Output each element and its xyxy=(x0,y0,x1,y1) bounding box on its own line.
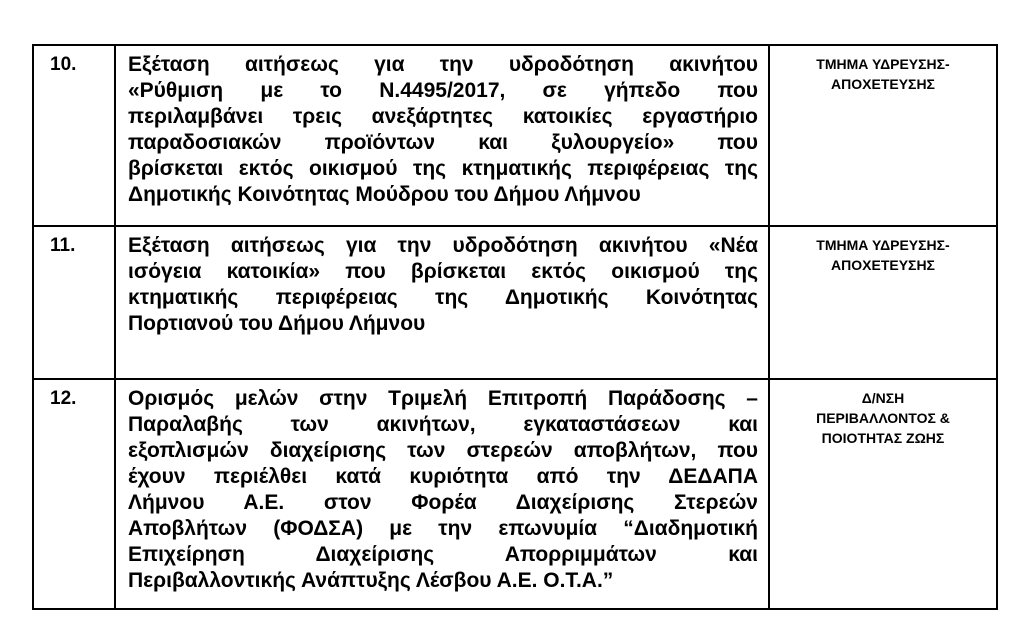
subject-line: κτηματικής περιφέρειας της Δημοτικής Κοινότητας xyxy=(128,286,758,309)
subject-line: Πορτιανού του Δήμου Λήμνου xyxy=(128,312,426,335)
department-line: ΑΠΟΧΕΤΕΥΣΗΣ xyxy=(831,76,935,92)
subject-line: Εξέταση αιτήσεως για την υδροδότηση ακινήτου xyxy=(128,53,758,76)
department-line: ΑΠΟΧΕΤΕΥΣΗΣ xyxy=(831,257,935,273)
department-line: Δ/ΝΣΗ xyxy=(861,390,905,406)
subject-line: Αποβλήτων (ΦΟΔΣΑ) με την επωνυμία “Διαδημοτική xyxy=(128,517,758,540)
item-department xyxy=(769,379,997,609)
department-line: ΤΜΗΜΑ ΥΔΡΕΥΣΗΣ- xyxy=(816,237,950,253)
department-line: ΤΜΗΜΑ ΥΔΡΕΥΣΗΣ- xyxy=(816,56,950,72)
subject-line: περιλαμβάνει τρεις ανεξάρτητες κατοικίες εργαστήριο xyxy=(128,105,758,128)
subject-line: Περιβαλλοντικής Ανάπτυξης Λέσβου Α.Ε. Ο.Τ.Α.” xyxy=(128,569,614,592)
subject-line: έχουν περιέλθει κατά κυριότητα από την ΔΕΔΑΠΑ xyxy=(128,465,758,488)
subject-line: Εξέταση αιτήσεως για την υδροδότηση ακινήτου «Νέα xyxy=(128,234,758,257)
department-line: ΠΕΡΙΒΑΛΛΟΝΤΟΣ & xyxy=(816,410,950,426)
item-subject xyxy=(115,45,769,226)
item-number: 11. xyxy=(33,226,115,379)
subject-line: Ορισμός μελών στην Τριμελή Επιτροπή Παράδοσης – xyxy=(128,387,758,410)
subject-line: «Ρύθμιση με το Ν.4495/2017, σε γήπεδο που xyxy=(128,79,758,102)
agenda-row xyxy=(33,226,997,379)
subject-line: εξοπλισμών διαχείρισης των στερεών αποβλήτων, που xyxy=(128,439,758,462)
item-department xyxy=(769,226,997,379)
item-subject xyxy=(115,226,769,379)
agenda-table xyxy=(32,44,998,610)
subject-line: Δημοτικής Κοινότητας Μούδρου του Δήμου Λήμνου xyxy=(128,183,641,206)
subject-line: Παραλαβής των ακινήτων, εγκαταστάσεων και xyxy=(128,413,758,436)
item-department xyxy=(769,45,997,226)
subject-line: παραδοσιακών προϊόντων και ξυλουργείο» που xyxy=(128,131,758,154)
subject-line: ισόγεια κατοικία» που βρίσκεται εκτός οικισμού της xyxy=(128,260,758,283)
item-number: 10. xyxy=(33,45,115,226)
subject-line: Επιχείρηση Διαχείρισης Απορριμμάτων και xyxy=(128,543,758,566)
subject-line: Λήμνου Α.Ε. στον Φορέα Διαχείρισης Στερεών xyxy=(128,491,758,514)
item-subject xyxy=(115,379,769,609)
item-number: 12. xyxy=(33,379,115,609)
department-line: ΠΟΙΟΤΗΤΑΣ ΖΩΗΣ xyxy=(821,430,945,446)
subject-line: βρίσκεται εκτός οικισμού της κτηματικής περιφέρειας της xyxy=(128,157,758,180)
agenda-row xyxy=(33,379,997,609)
agenda-row xyxy=(33,45,997,226)
